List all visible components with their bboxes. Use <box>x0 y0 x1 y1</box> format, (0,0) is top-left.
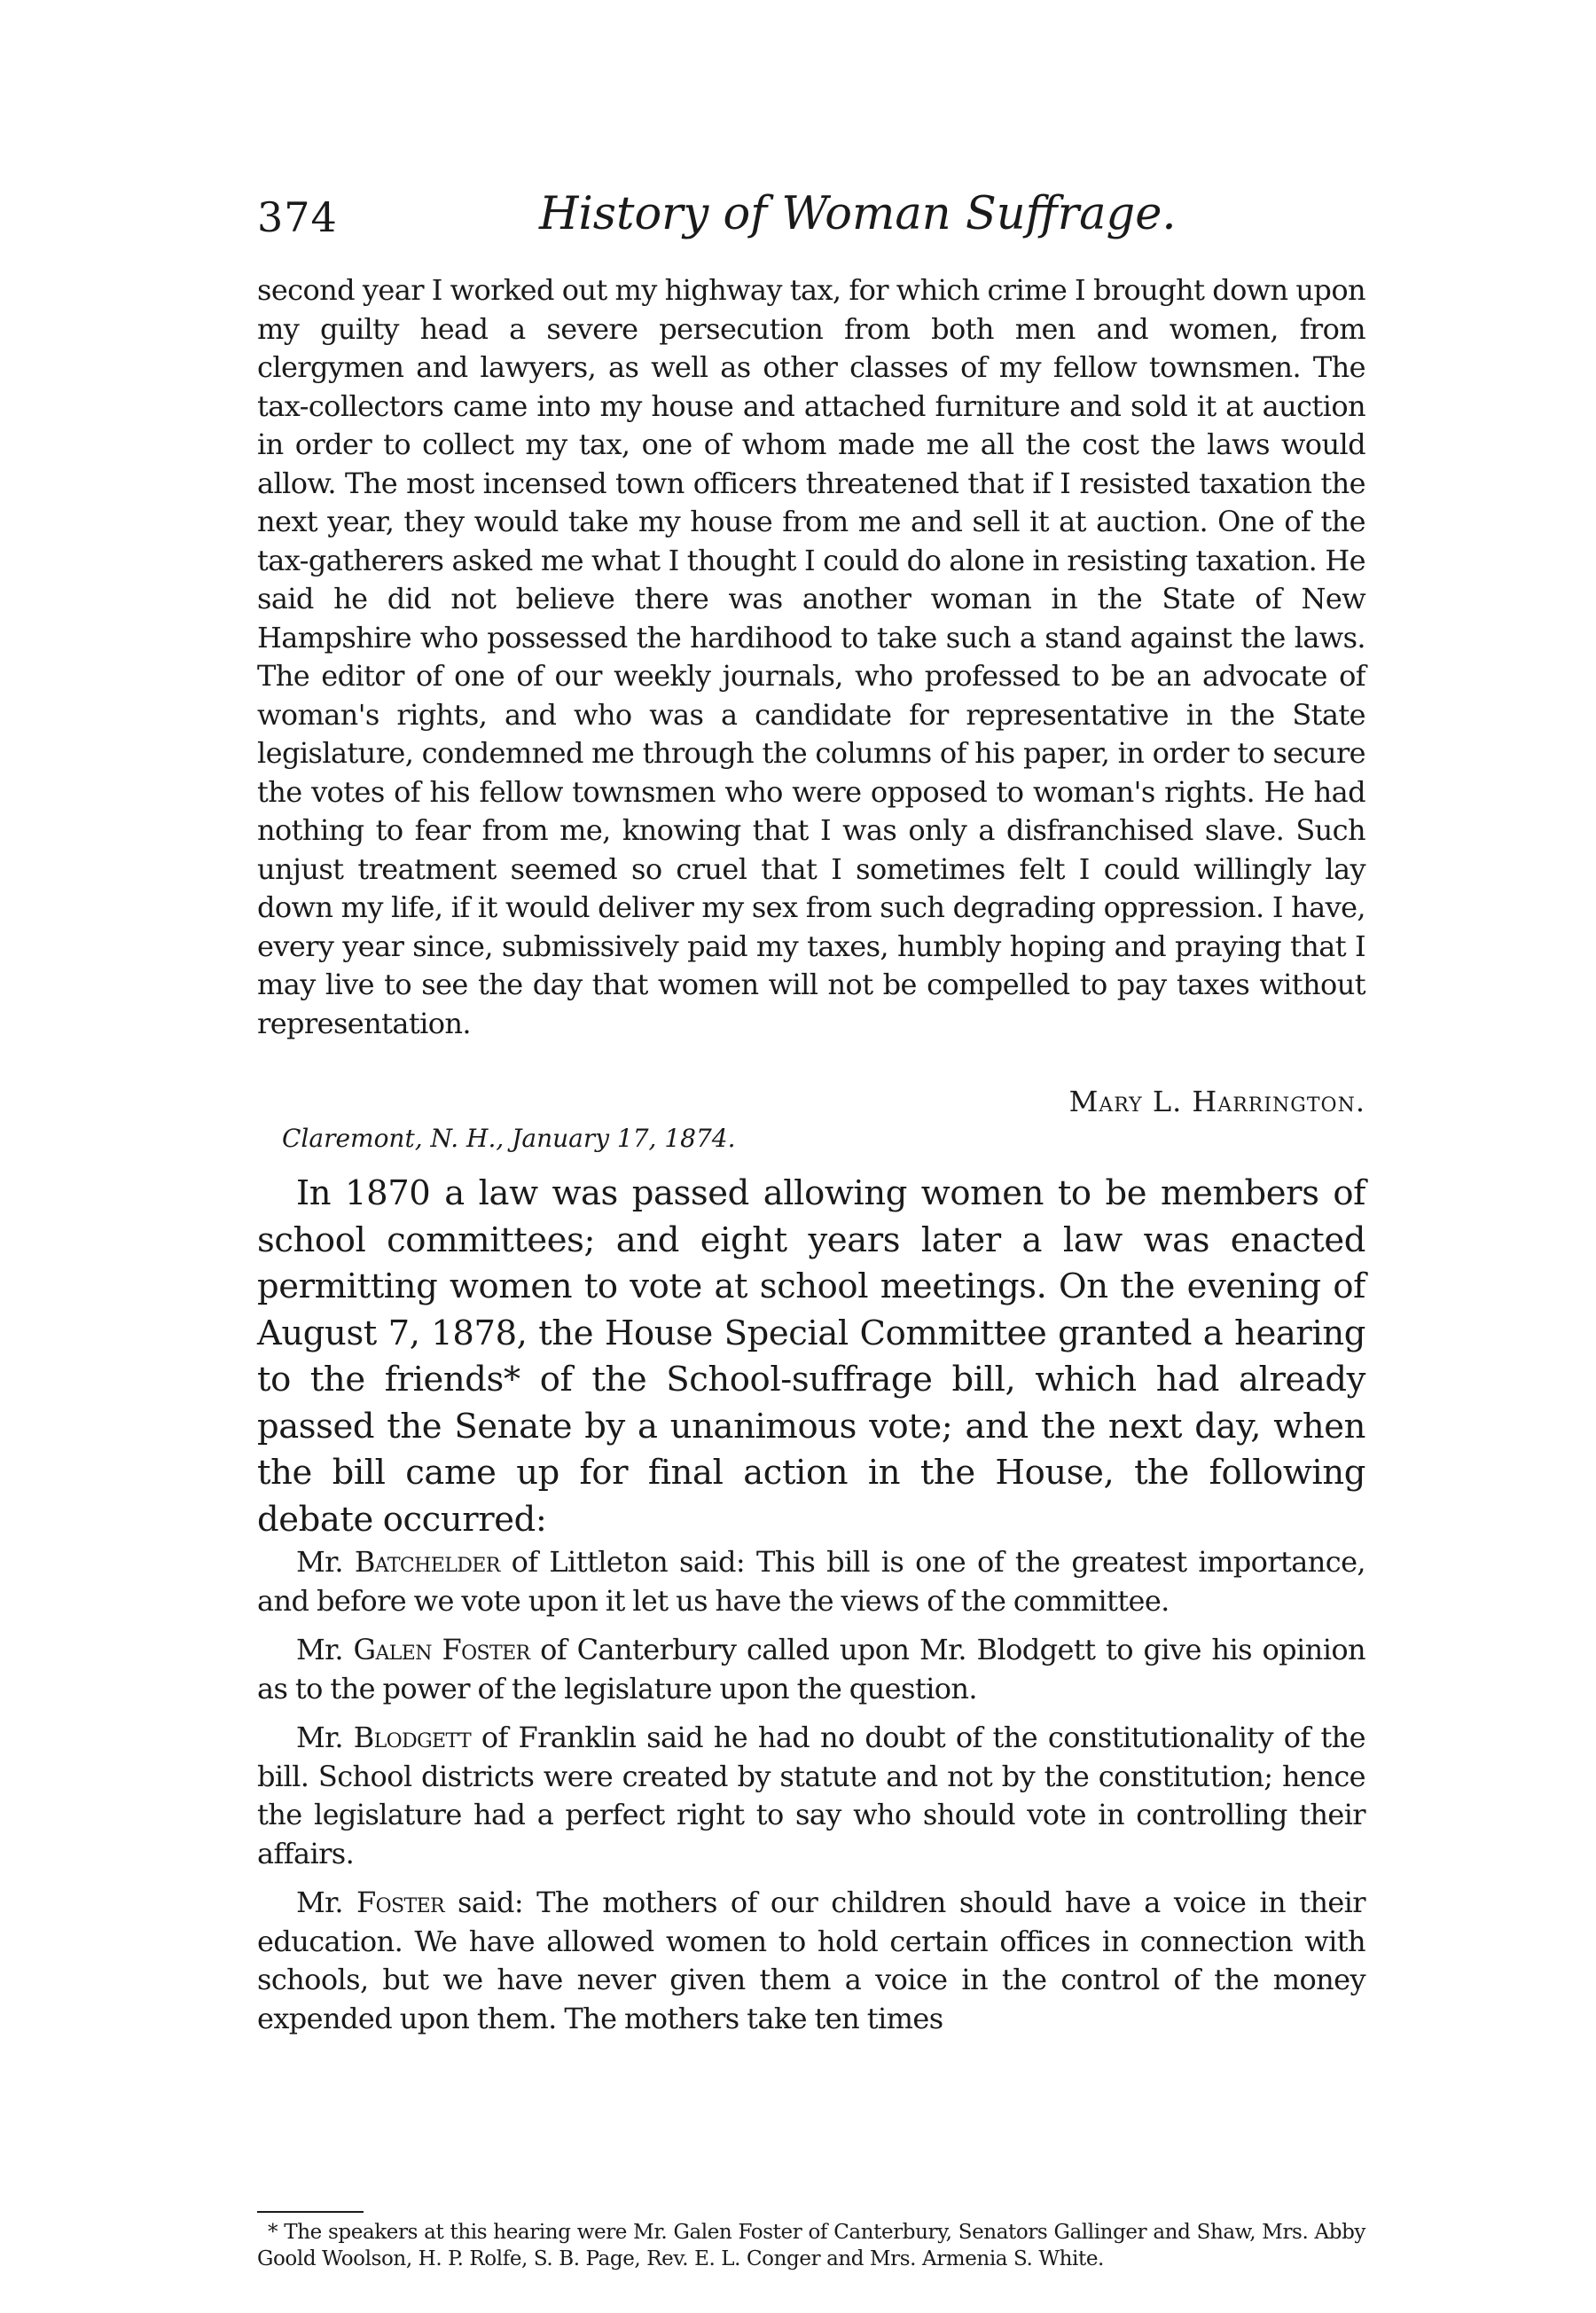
letter-dateline: Claremont, N. H., January 17, 1874. <box>282 1124 736 1153</box>
page-number: 374 <box>257 193 338 241</box>
speaker-title: Mr. <box>296 1633 354 1666</box>
speech-text: of Franklin said he had no doubt of the constitutionality of the bill. School districts were created by statute and not by the constitution; hence the legislature had a perfect right to say who should vote in controlling their affairs. <box>257 1721 1365 1870</box>
debate-transcript <box>257 1543 1365 2049</box>
running-title: History of Woman Suffrage. <box>539 188 1177 240</box>
speech-text: said: The mothers of our children should have a voice in their education. We have allowed women to hold certain offices in connection with schools, but we have never given them a voice in the control of the money expended upon them. The mothers take ten times <box>257 1886 1365 2035</box>
speaker-title: Mr. <box>296 1886 356 1919</box>
debate-paragraph <box>257 1719 1365 1873</box>
speaker-title: Mr. <box>296 1721 354 1754</box>
quoted-letter <box>257 271 1365 1043</box>
speech-text: of Littleton said: This bill is one of the greatest importance, and before we vote upon it let us have the views of the committee. <box>257 1545 1365 1618</box>
debate-paragraph <box>257 1543 1365 1620</box>
footnote-rule <box>257 2211 364 2213</box>
speech-text: of Canterbury called upon Mr. Blodgett to give his opinion as to the power of the legislature upon the question. <box>257 1633 1365 1705</box>
letter-signature: Mary L. Harrington. <box>1068 1085 1365 1118</box>
debate-paragraph <box>257 1884 1365 2038</box>
narrative-paragraph: In 1870 a law was passed allowing women to be members of school committees; and eight years later a law was enacted permitting women to vote at school meetings. On the evening of August 7, 1878, the House Special Committee granted a hearing to the friends* of the School-suffrage bill, which had already passed the Senate by a unanimous vote; and the next day, when the bill came up for final action in the House, the following debate occurred: <box>257 1173 1365 1540</box>
speaker-name: Batchelder <box>354 1545 500 1579</box>
running-head <box>257 177 1365 248</box>
speaker-name: Galen Foster <box>353 1633 530 1666</box>
debate-paragraph <box>257 1631 1365 1708</box>
speaker-title: Mr. <box>296 1545 355 1579</box>
speaker-name: Foster <box>356 1886 444 1919</box>
footnote: * The speakers at this hearing were Mr. Galen Foster of Canterbury, Senators Gallinger and Shaw, Mrs. Abby Goold Woolson, H. P. Rolfe, S. B. Page, Rev. E. L. Conger and Mrs. Armenia S. White. <box>257 2221 1365 2270</box>
letter-paragraph: second year I worked out my highway tax, for which crime I brought down upon my guilty head a severe persecution from both men and women, from clergymen and lawyers, as well as other classes of my fellow townsmen. The tax-collectors came into my house and attached furniture and sold it at auction in order to collect my tax, one of whom made me all the cost the laws would allow. The most incensed town officers threatened that if I resisted taxation the next year, they would take my house from me and sell it at auction. One of the tax-gatherers asked me what I thought I could do alone in resisting taxation. He said he did not believe there was another woman in the State of New Hampshire who possessed the hardihood to take such a stand against the laws. The editor of one of our weekly journals, who professed to be an advocate of woman's rights, and who was a candidate for representative in the State legislature, condemned me through the columns of his paper, in order to secure the votes of his fellow townsmen who were opposed to woman's rights. He had nothing to fear from me, knowing that I was only a disfranchised slave. Such unjust treatment seemed so cruel that I sometimes felt I could willingly lay down my life, if it would deliver my sex from such degrading oppression. I have, every year since, submissively paid my taxes, humbly hoping and praying that I may live to see the day that women will not be compelled to pay taxes without representation. <box>257 273 1365 1040</box>
speaker-name: Blodgett <box>353 1721 472 1754</box>
